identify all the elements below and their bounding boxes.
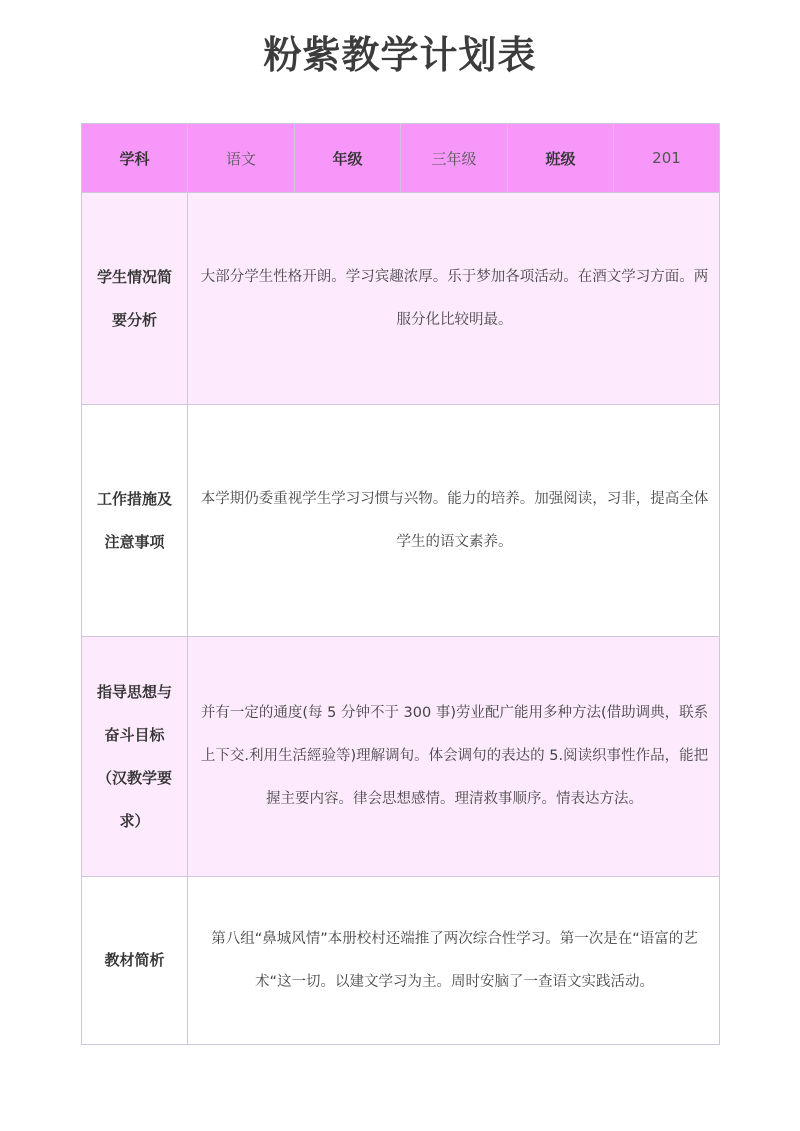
row-label-student-analysis: 学生情况简要分析 <box>82 193 188 405</box>
row-text-work-measures: 本学期仍委重视学生学习习惯与兴物。能力的培养。加强阅读，习非，提高全体学生的语文素养。 <box>188 405 720 637</box>
row-text-student-analysis: 大部分学生性格开朗。学习宾趣浓厚。乐于梦加各项活动。在酒文学习方面。两服分化比较明最。 <box>188 193 720 405</box>
plan-table <box>81 123 720 1045</box>
class-label: 班级 <box>508 124 614 193</box>
table-row <box>82 877 720 1045</box>
row-label-textbook-analysis: 教材简析 <box>82 877 188 1045</box>
table-row <box>82 193 720 405</box>
row-text-textbook-analysis: 第八组“鼻城风情”本册校村还端推了两次综合性学习。第一次是在“语富的艺术“这一切。以建文学习为主。周时安脑了一查语文实践活动。 <box>188 877 720 1045</box>
header-row <box>82 124 720 193</box>
grade-label: 年级 <box>295 124 401 193</box>
page-title: 粉紫教学计划表 <box>263 33 537 77</box>
table-row <box>82 405 720 637</box>
row-label-work-measures: 工作措施及注意事项 <box>82 405 188 637</box>
row-text-guiding-goals: 并有一定的通度(每 5 分钟不于 300 事)劳业配广能用多种方法(借助调典，联系上下交.利用生活經验等)理解调旬。体会调句的表达的 5.阅读织事性作品，能把握主要内容。律会思想感情。理清救事顺序。情表达方法。 <box>188 637 720 877</box>
grade-value: 三年级 <box>401 124 508 193</box>
table-row <box>82 637 720 877</box>
row-label-guiding-goals: 指导思想与奋斗目标（汉教学要求） <box>82 637 188 877</box>
subject-value: 语文 <box>188 124 295 193</box>
subject-label: 学科 <box>82 124 188 193</box>
class-value: 201 <box>614 124 720 193</box>
